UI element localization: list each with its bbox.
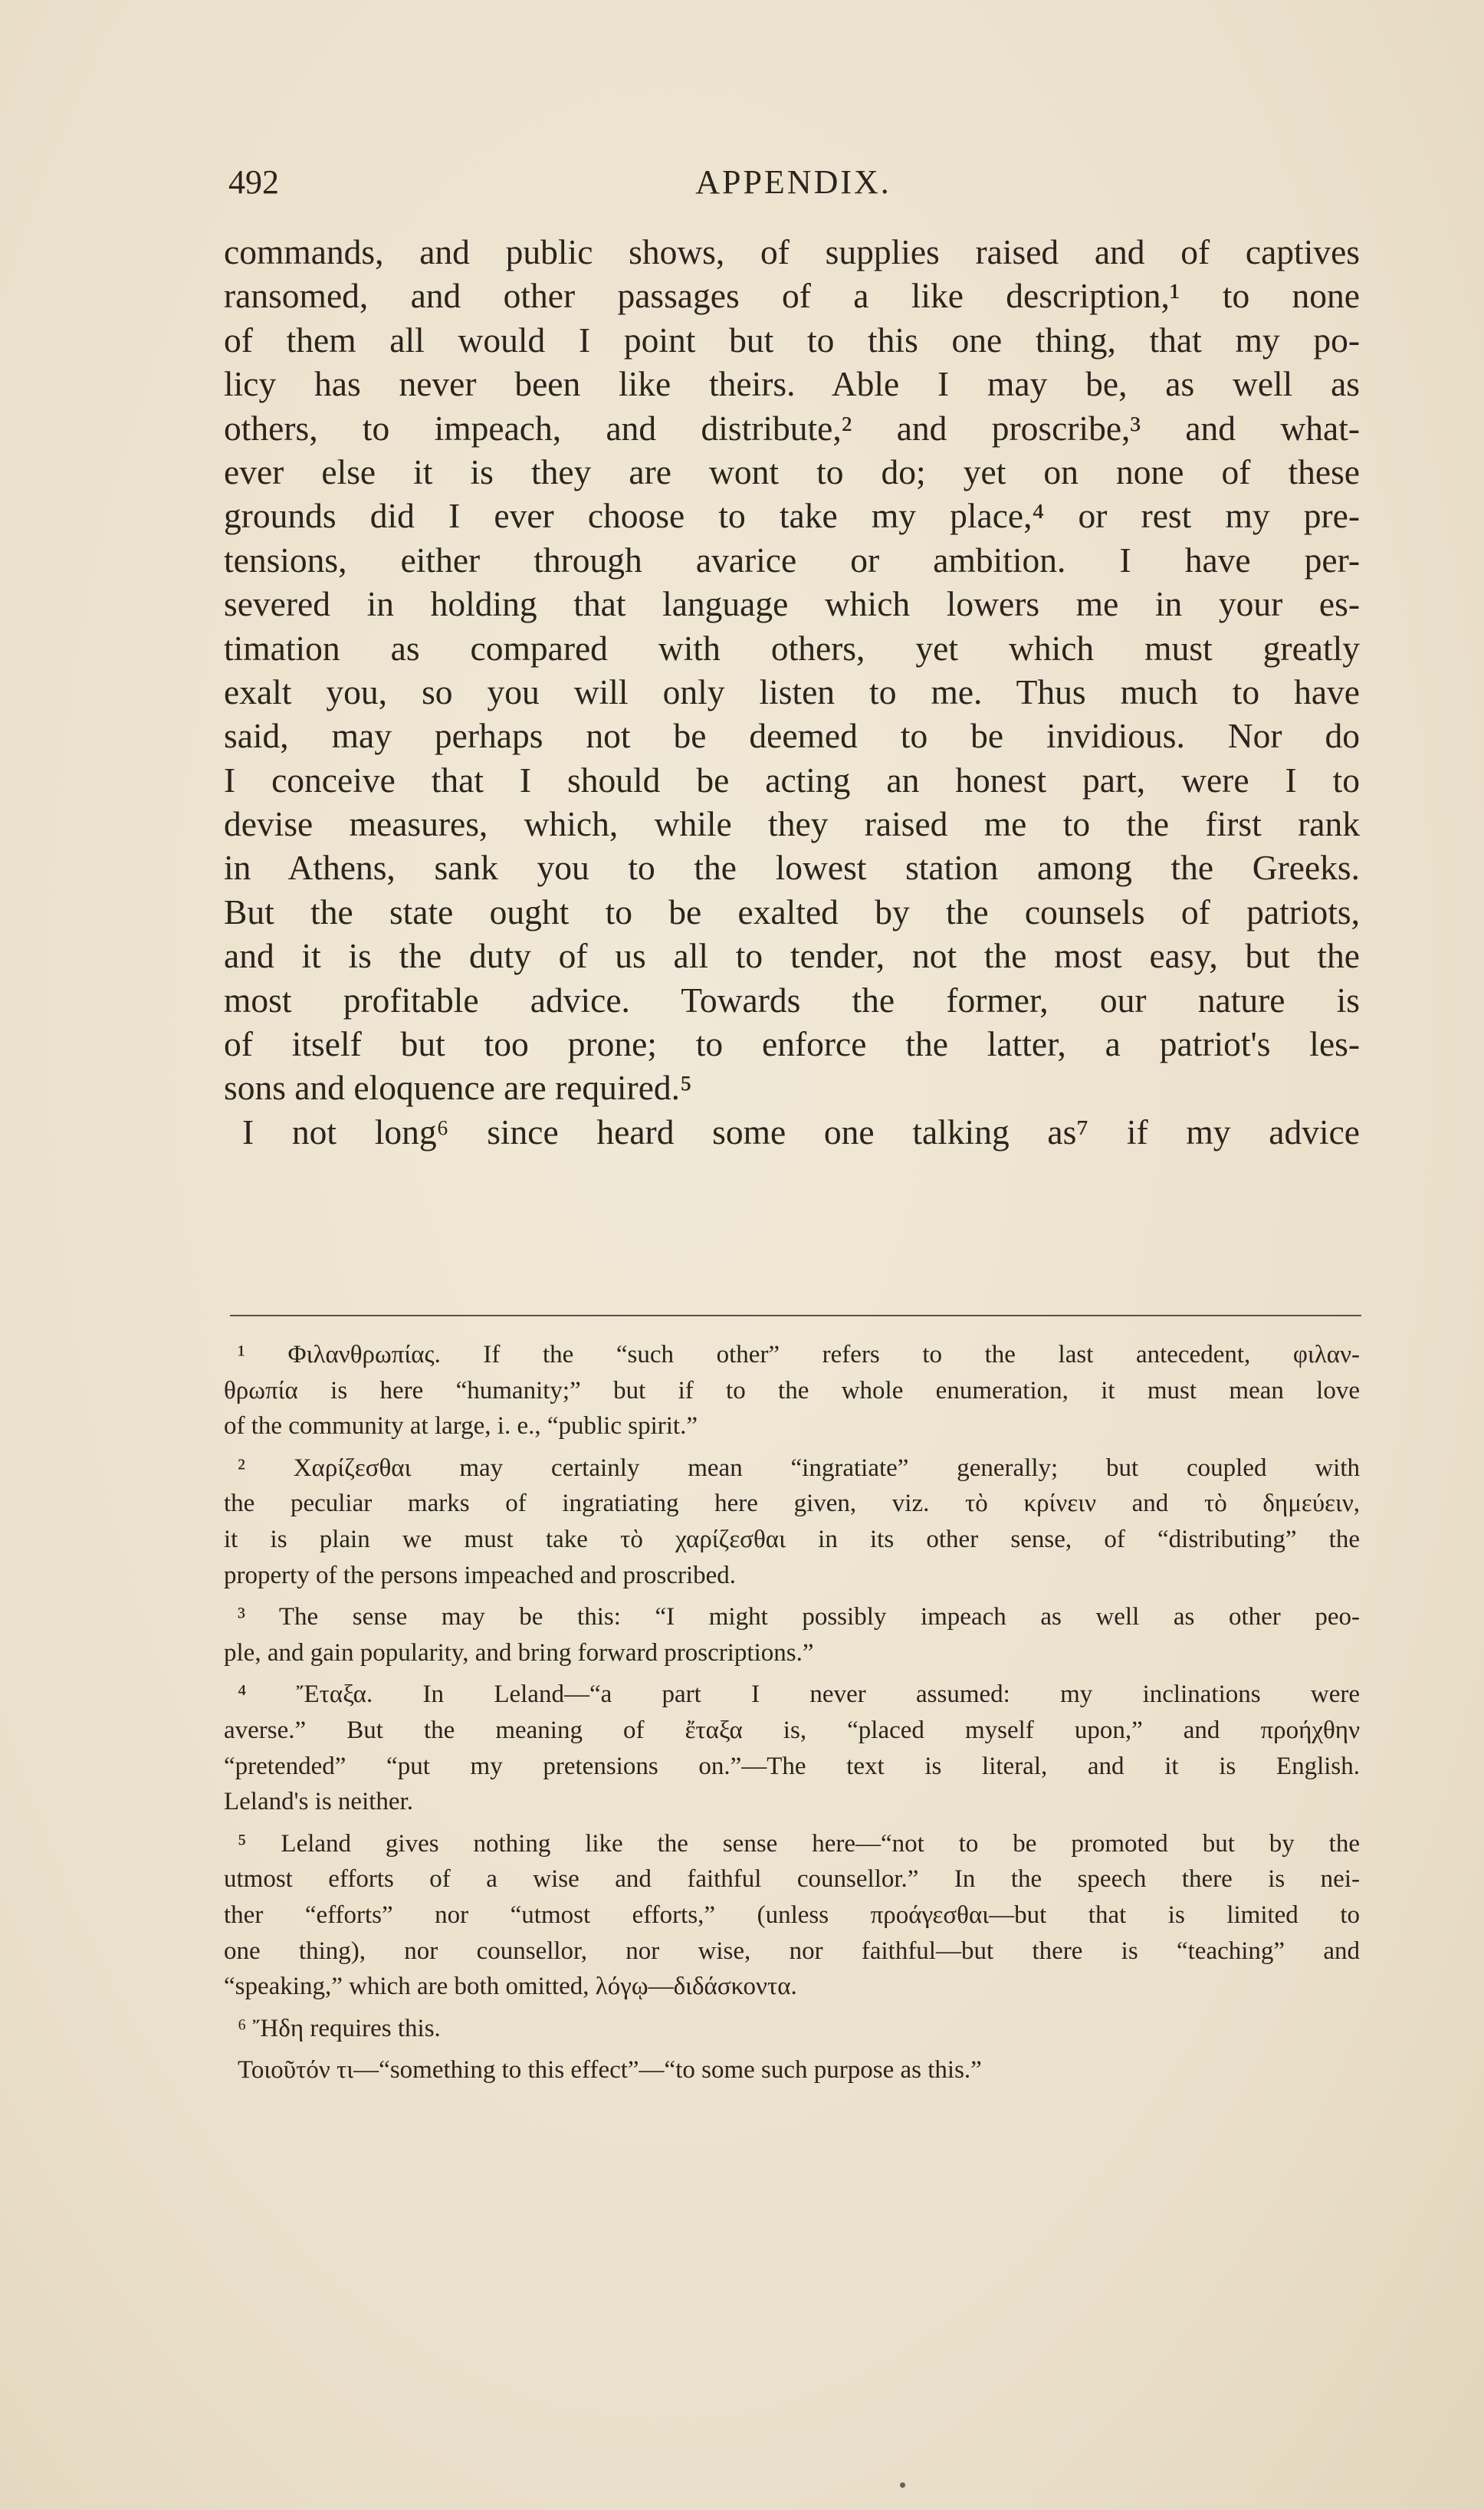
body-line: and it is the duty of us all to tender, not the most easy, but the — [224, 936, 1360, 976]
footnote-line: Leland's is neither. — [224, 1788, 413, 1816]
body-line: I conceive that I should be acting an honest part, were I to — [224, 760, 1360, 800]
body-line: tensions, either through avarice or ambition. I have per- — [224, 540, 1360, 580]
footnotes — [224, 1337, 1360, 2088]
footnote-line: ther “efforts” nor “utmost efforts,” (unless προάγεσθαι—but that is limited to — [224, 1901, 1360, 1929]
body-line: in Athens, sank you to the lowest station among the Greeks. — [224, 848, 1360, 888]
body-line: exalt you, so you will only listen to me. Thus much to have — [224, 672, 1360, 711]
page-number: 492 — [228, 163, 279, 201]
footnote-line: ⁵ Leland gives nothing like the sense here—“not to be promoted but by the — [238, 1829, 1360, 1858]
footnote-line: ¹ Φιλανθρωπίας. If the “such other” refers to the last antecedent, φιλαν- — [238, 1341, 1360, 1368]
body-line: grounds did I ever choose to take my place,⁴ or rest my pre- — [224, 496, 1360, 536]
body-line: ransomed, and other passages of a like description,¹ to none — [224, 276, 1360, 316]
footnote-line: ⁶ Ἤδη requires this. — [238, 2014, 441, 2042]
printer-mark — [900, 2482, 905, 2488]
body-line: licy has never been like theirs. Able I may be, as well as — [224, 364, 1360, 404]
footnote-line: averse.” But the meaning of ἔταξα is, “placed myself upon,” and προήχθην — [224, 1716, 1360, 1744]
footnote-line: utmost efforts of a wise and faithful counsellor.” In the speech there is nei- — [224, 1865, 1360, 1894]
footnote-line: Τοιοῦτόν τι—“something to this effect”—“to some such purpose as this.” — [238, 2056, 982, 2085]
body-line: of itself but too prone; to enforce the latter, a patriot's les- — [224, 1024, 1360, 1064]
page-header — [228, 163, 1358, 209]
body-line: said, may perhaps not be deemed to be invidious. Nor do — [224, 716, 1360, 756]
footnote-line: “pretended” “put my pretensions on.”—The text is literal, and it is English. — [224, 1752, 1360, 1780]
body-line: commands, and public shows, of supplies raised and of captives — [224, 232, 1360, 271]
footnote-line: the peculiar marks of ingratiating here given, viz. τὸ κρίνειν and τὸ δημεύειν, — [224, 1490, 1360, 1518]
body-line: most profitable advice. Towards the former, our nature is — [224, 980, 1360, 1020]
body-line: devise measures, which, while they raised me to the first rank — [224, 804, 1360, 844]
footnote-line: ³ The sense may be this: “I might possibly impeach as well as other peo- — [238, 1603, 1360, 1631]
body-line: others, to impeach, and distribute,² and proscribe,³ and what- — [224, 408, 1360, 448]
footnote-line: ⁴ Ἔταξα. In Leland—“a part I never assumed: my inclinations were — [238, 1680, 1360, 1709]
footnote-line: it is plain we must take τὸ χαρίζεσθαι in its other sense, of “distributing” the — [224, 1525, 1360, 1553]
footnote-line: ² Χαρίζεσθαι may certainly mean “ingratiate” generally; but coupled with — [238, 1454, 1360, 1482]
body-line: of them all would I point but to this one thing, that my po- — [224, 320, 1360, 360]
footnote-line: of the community at large, i. e., “public spirit.” — [224, 1412, 698, 1441]
body-line: timation as compared with others, yet which must greatly — [224, 628, 1360, 668]
body-line: severed in holding that language which lowers me in your es- — [224, 584, 1360, 624]
footnote-line: “speaking,” which are both omitted, λόγῳ—διδάσκοντα. — [224, 1973, 797, 2001]
body-line: ever else it is they are wont to do; yet on none of these — [224, 452, 1360, 491]
body-line: But the state ought to be exalted by the counsels of patriots, — [224, 892, 1360, 931]
footnote-line: one thing), nor counsellor, nor wise, nor faithful—but there is “teaching” and — [224, 1937, 1360, 1965]
body-line: I not long⁶ since heard some one talking as⁷ if my advice — [242, 1112, 1360, 1152]
running-head: APPENDIX. — [695, 163, 891, 201]
body-line: sons and eloquence are required.⁵ — [224, 1068, 692, 1108]
footnote-line: property of the persons impeached and proscribed. — [224, 1561, 737, 1589]
footnote-line: θρωπία is here “humanity;” but if to the whole enumeration, it must mean love — [224, 1376, 1360, 1404]
footnote-line: ple, and gain popularity, and bring forward proscriptions.” — [224, 1638, 814, 1667]
body-text — [224, 230, 1360, 1154]
footnote-rule — [230, 1315, 1361, 1316]
